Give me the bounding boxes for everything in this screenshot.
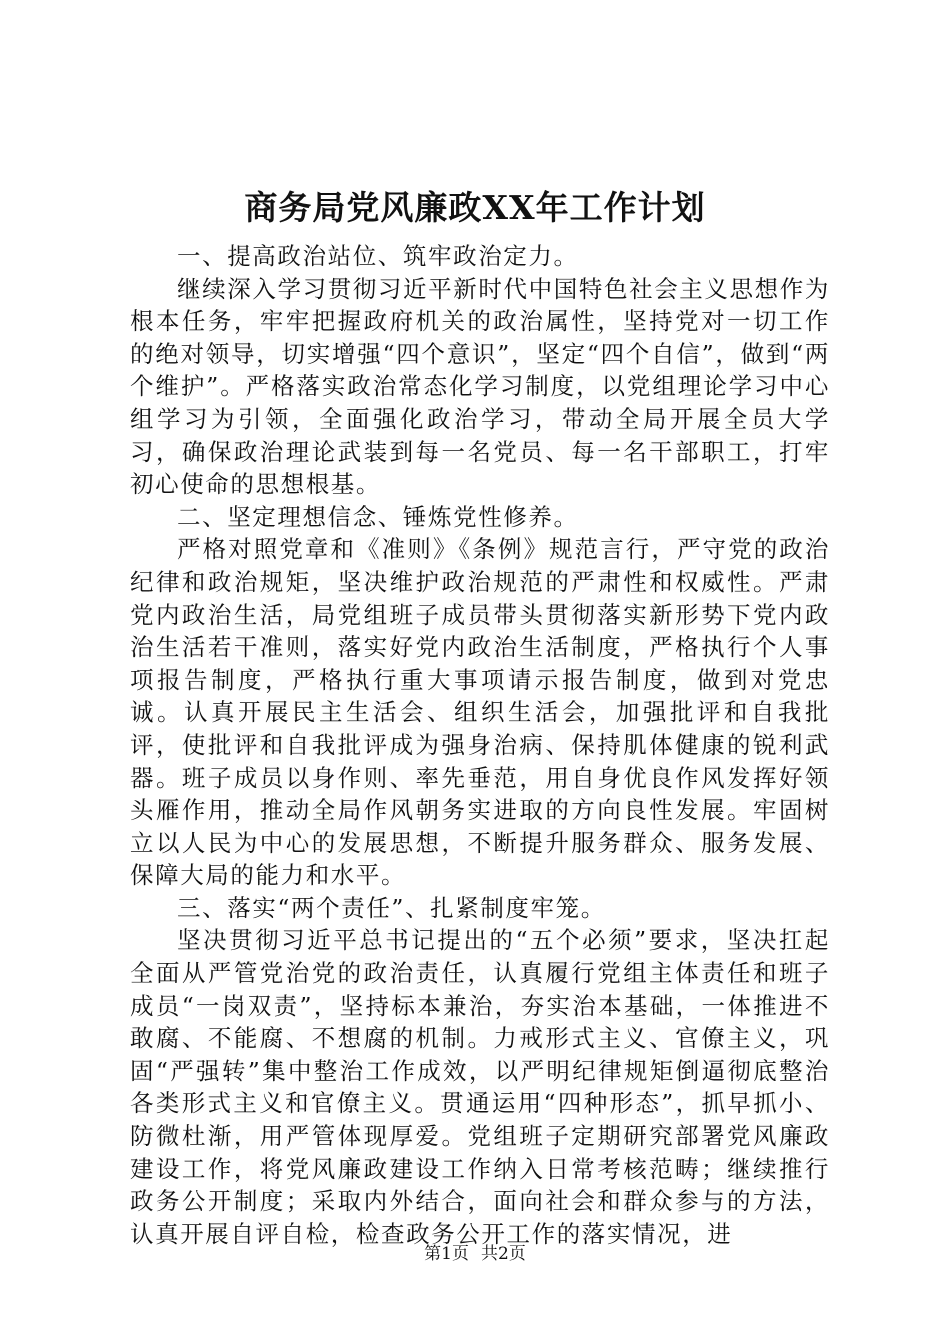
document-title: 商务局党风廉政XX年工作计划 [244,188,706,227]
section-heading-2: 二、坚定理想信念、锤炼党性修养。 [177,502,579,531]
section-body-2: 严格对照党章和《准则》《条例》规范言行，严守党的政治纪律和政治规矩，坚决维护政治规范的严肃性和权威性。严肃党内政治生活，局党组班子成员带头贯彻落实新形势下党内政治生活若干准则，落实好党内政治生活制度，严格执行个人事项报告制度，严格执行重大事项请示报告制度，做到对党忠诚。认真开展民主生活会、组织生活会，加强批评和自我批评，使批评和自我批评成为强身治病、保持肌体健康的锐利武器。班子成员以身作则、率先垂范，用自身优良作风发挥好领头雁作用，推动全局作风朝务实进取的方向良性发展。牢固树立以人民为中心的发展思想，不断提升服务群众、服务发展、保障大局的能力和水平。 [130,535,830,890]
page-total: 共2页 [481,1244,526,1264]
page-number: 第1页 [424,1244,469,1264]
section-heading-3: 三、落实“两个责任”、扎紧制度牢笼。 [177,893,606,922]
document-body [130,240,830,1250]
section-body-3: 坚决贯彻习近平总书记提出的“五个必须”要求，坚决扛起全面从严管党治党的政治责任，认真履行党组主体责任和班子成员“一岗双责”，坚持标本兼治，夯实治本基础，一体推进不敢腐、不能腐、不想腐的机制。力戒形式主义、官僚主义，巩固“严强转”集中整治工作成效，以严明纪律规矩倒逼彻底整治各类形式主义和官僚主义。贯通运用“四种形态”，抓早抓小、防微杜渐，用严管体现厚爱。党组班子定期研究部署党风廉政建设工作，将党风廉政建设工作纳入日常考核范畴；继续推行政务公开制度；采取内外结合，面向社会和群众参与的方法，认真开展自评自检，检查政务公开工作的落实情况，进 [130,926,830,1248]
page-footer [0,1243,950,1265]
section-heading-1: 一、提高政治站位、筑牢政治定力。 [177,242,579,270]
section-body-1: 继续深入学习贯彻习近平新时代中国特色社会主义思想作为根本任务，牢牢把握政府机关的政治属性，坚持党对一切工作的绝对领导，切实增强“四个意识”，坚定“四个自信”，做到“两个维护”。严格落实政治常态化学习制度，以党组理论学习中心组学习为引领，全面强化政治学习，带动全局开展全员大学习，确保政治理论武装到每一名党员、每一名干部职工，打牢初心使命的思想根基。 [130,274,830,499]
